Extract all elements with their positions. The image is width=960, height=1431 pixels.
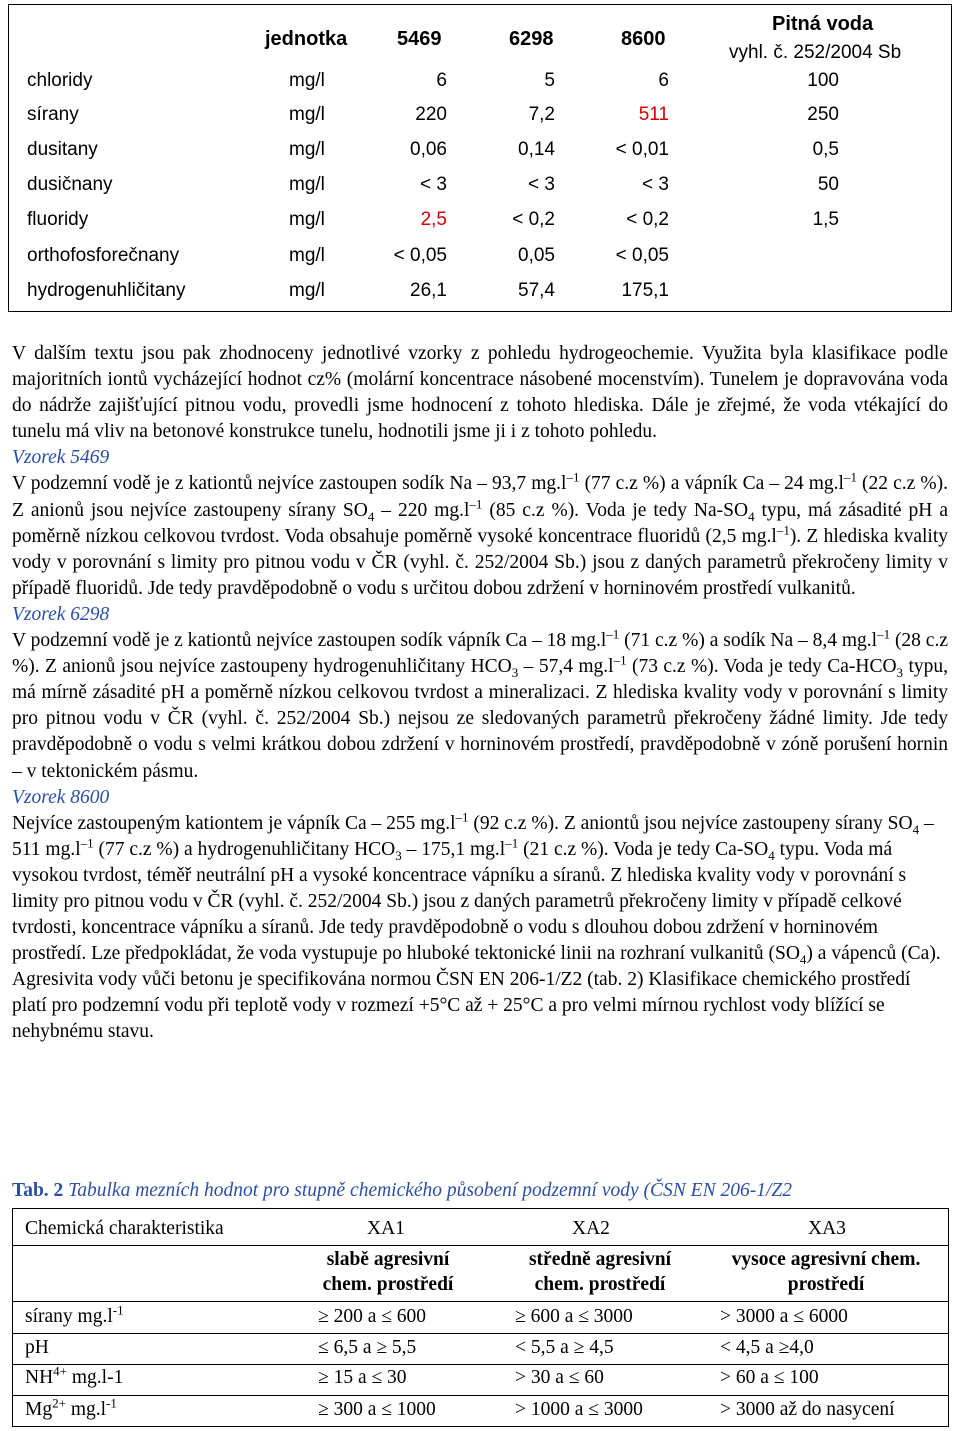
row-xa3-value: < 4,5 a ≥4,0 [720, 1337, 814, 1358]
row-xa1-value: ≤ 6,5 a ≥ 5,5 [318, 1337, 417, 1358]
row-param-name: sírany [27, 104, 79, 125]
col-chemical-characteristic: Chemická charakteristika [25, 1218, 224, 1239]
row-xa3-value: > 3000 a ≤ 6000 [720, 1306, 848, 1327]
row-value-5469: 2,5 [420, 209, 447, 230]
sample-5469-title: Vzorek 5469 [12, 447, 110, 469]
row-xa3-value: > 60 a ≤ 100 [720, 1367, 819, 1388]
row-value-6298: 57,4 [518, 280, 555, 301]
water-analysis-table [8, 4, 952, 312]
row-xa2-value: > 1000 a ≤ 3000 [515, 1399, 643, 1420]
row-value-5469: 0,06 [410, 139, 447, 160]
row-limit: 250 [807, 104, 839, 125]
row-characteristic: $Mg^{2+}$ $mg.l^{-1}$ [25, 1395, 117, 1420]
row-xa2-value: < 5,5 a ≥ 4,5 [515, 1337, 614, 1358]
row-value-6298: 0,05 [518, 245, 555, 266]
row-value-8600: 6 [658, 70, 669, 91]
header-sample-5469: 5469 [397, 28, 442, 50]
row-limit: 50 [817, 174, 839, 195]
header-unit: jednotka [265, 28, 348, 50]
row-xa2-value: ≥ 600 a ≤ 3000 [515, 1306, 633, 1327]
header-sample-8600: 8600 [621, 28, 666, 50]
xa3-desc-line1: vysoce agresivní chem. [731, 1249, 921, 1270]
header-limit-regulation: vyhl. č. 252/2004 Sb [729, 42, 902, 63]
row-param-name: dusičnany [27, 174, 113, 195]
row-xa1-value: ≥ 200 a ≤ 600 [318, 1306, 427, 1327]
row-unit: mg/l [289, 139, 325, 160]
row-param-name: hydrogenuhličitany [27, 280, 186, 301]
row-param-name: chloridy [27, 70, 93, 91]
row-limit: 1,5 [812, 209, 839, 230]
row-value-5469: 220 [415, 104, 447, 125]
row-characteristic: sírany $mg.l^{-1}$ [25, 1302, 124, 1327]
row-unit: mg/l [289, 209, 325, 230]
col-xa2: XA2 [572, 1218, 610, 1239]
col-xa1: XA1 [367, 1218, 405, 1239]
row-xa2-value: > 30 a ≤ 60 [515, 1367, 604, 1388]
table2-caption: Tab. 2 Tabulka mezních hodnot pro stupně chemického působení podzemní vody (ČSN EN 206-1/Z2 [12, 1180, 792, 1201]
sample-5469-paragraph: V podzemní vodě je z kationtů nejvíce zastoupen sodík Na – 93,7 $mg.l^{-1}$ (77 c.z %) a vápník Ca – 24 $mg.l^{-1}$ (22 c.z %). Z anionů jsou nejvíce zastoupeny sírany $SO_4 - 220$ $mg.l^{-1}$ (85 c.z %). Voda je tedy $Na-SO_4$ typu, má zásadité pH a poměrně nízkou celkovou tvrdost. Voda obsahuje poměrně vysoké koncentrace fluoridů (2,5 $mg.l^{-1}$). Z hlediska kvality vody v porovnání s limity pro pitnou vodu v ČR (vyhl. č. 252/2004 Sb.) jsou z daných parametrů překročeny limity v případě fluoridů. Jde tedy pravděpodobně o vodu s určitou dobou zdržení v horninovém prostředí vulkanitů. [12, 469, 948, 599]
row-value-8600: < 0,2 [626, 209, 669, 230]
row-param-name: fluoridy [27, 209, 89, 230]
row-param-name: orthofosforečnany [27, 245, 180, 266]
row-characteristic: pH [25, 1337, 49, 1358]
row-unit: mg/l [289, 70, 325, 91]
row-value-6298: 0,14 [518, 139, 555, 160]
sample-8600-paragraph: Nejvíce zastoupeným kationtem je vápník Ca – 255 $mg.l^{-1}$ (92 c.z %). Z aniontů jsou nejvíce zastoupeny sírany $SO_4 - 511$ $mg.l^{-1}$ (77 c.z %) a hydrogenuhličitany $HCO_3 - 175,1$ $mg.l^{-1}$ (21 c.z %). Voda je tedy $Ca-SO_4$ typu. Voda má vysokou tvrdost, téměř neutrální pH a vysoké koncentrace vápníku a síranů. Z hlediska kvality vody v porovnání s limity pro pitnou vodu v ČR (vyhl. č. 252/2004 Sb.) jsou z daných parametrů překročeny limity v případě celkové tvrdosti, koncentrace vápníku a síranů. Jde tedy pravděpodobně o vodu s dlouhou dobou zdržení v horninovém prostředí. Lze předpokládat, že voda vystupuje po hluboké tektonické linii na rozhraní vulkanitů $(SO_4)$ a vápenců (Ca). Agresivita vody vůči betonu je specifikována normou ČSN EN 206-1/Z2 (tab. 2) Klasifikace chemického prostředí platí pro podzemní vodu při teplotě vody v rozmezí +5°C až + 25°C a pro velmi mírnou rychlost vody blížící se nehybnému stavu. [12, 809, 941, 1043]
sample-8600-title: Vzorek 8600 [12, 786, 110, 808]
row-xa1-value: ≥ 300 a ≤ 1000 [318, 1399, 436, 1420]
row-value-5469: < 3 [420, 174, 447, 195]
row-unit: mg/l [289, 104, 325, 125]
body-text [12, 341, 948, 1046]
row-value-8600: < 0,01 [615, 139, 669, 160]
sample-6298-title: Vzorek 6298 [12, 603, 110, 625]
row-value-5469: < 0,05 [393, 245, 447, 266]
row-value-5469: 6 [436, 70, 447, 91]
sample-6298-paragraph: V podzemní vodě je z kationtů nejvíce zastoupen sodík vápník Ca – 18 $mg.l^{-1}$ (71 c.z %) a sodík Na – 8,4 $mg.l^{-1}$ (28 c.z %). Z anionů jsou nejvíce zastoupeny hydrogenuhličitany $HCO_3 - 57,4$ $mg.l^{-1}$ (73 c.z %). Voda je tedy $Ca-HCO_3$ typu, má mírně zásadité pH a poměrně nízkou celkovou tvrdost a mineralizaci. Z hlediska kvality vody v porovnání s limity pro pitnou vodu v ČR (vyhl. č. 252/2004 Sb.) nejsou ze sledovaných parametrů překročeny žádné limity. Jde tedy pravděpodobně o vodu s velmi krátkou dobou zdržení v horninovém prostředí, pravděpodobně v zóně porušení hornin – v tektonickém pásmu. [12, 626, 948, 782]
row-value-6298: 7,2 [528, 104, 555, 125]
row-limit: 100 [807, 70, 839, 91]
row-xa1-value: ≥ 15 a ≤ 30 [318, 1367, 407, 1388]
row-value-6298: < 3 [528, 174, 555, 195]
xa3-desc-line2: prostředí [787, 1274, 865, 1295]
intro-paragraph: V dalším textu jsou pak zhodnoceny jednotlivé vzorky z pohledu hydrogeochemie. Využita byla klasifikace podle majoritních iontů vycházející hodnot cz% (molární koncentrace násobené mocenstvím). Tunelem je dopravována voda do nádrže zajišťující pitnou vodu, provedli jsme hodnocení z tohoto hlediska. Dále je zřejmé, že voda vtékající do tunelu má vliv na betonové konstrukce tunelu, hodnotili jsme ji i z tohoto pohledu. [12, 343, 948, 443]
row-value-6298: < 0,2 [512, 209, 555, 230]
row-xa3-value: > 3000 až do nasycení [720, 1399, 895, 1420]
row-unit: mg/l [289, 245, 325, 266]
row-value-8600: < 3 [642, 174, 669, 195]
row-param-name: dusitany [27, 139, 98, 160]
row-value-8600: 511 [638, 104, 669, 125]
row-unit: mg/l [289, 280, 325, 301]
row-value-6298: 5 [544, 70, 555, 91]
col-xa3: XA3 [808, 1218, 846, 1239]
row-characteristic: $NH^{4+}$ mg.l-1 [25, 1363, 124, 1388]
row-value-8600: 175,1 [621, 280, 669, 301]
row-limit: 0,5 [812, 139, 839, 160]
row-value-5469: 26,1 [410, 280, 447, 301]
aggressivity-table [12, 1208, 949, 1427]
xa1-desc-line2: chem. prostředí [322, 1274, 454, 1295]
xa2-desc-line1: středně agresivní [528, 1249, 672, 1270]
xa2-desc-line2: chem. prostředí [534, 1274, 666, 1295]
header-sample-6298: 6298 [509, 28, 554, 50]
row-unit: mg/l [289, 174, 325, 195]
row-value-8600: < 0,05 [615, 245, 669, 266]
xa1-desc-line1: slabě agresivní [326, 1249, 450, 1270]
header-limit-title: Pitná voda [772, 13, 874, 35]
